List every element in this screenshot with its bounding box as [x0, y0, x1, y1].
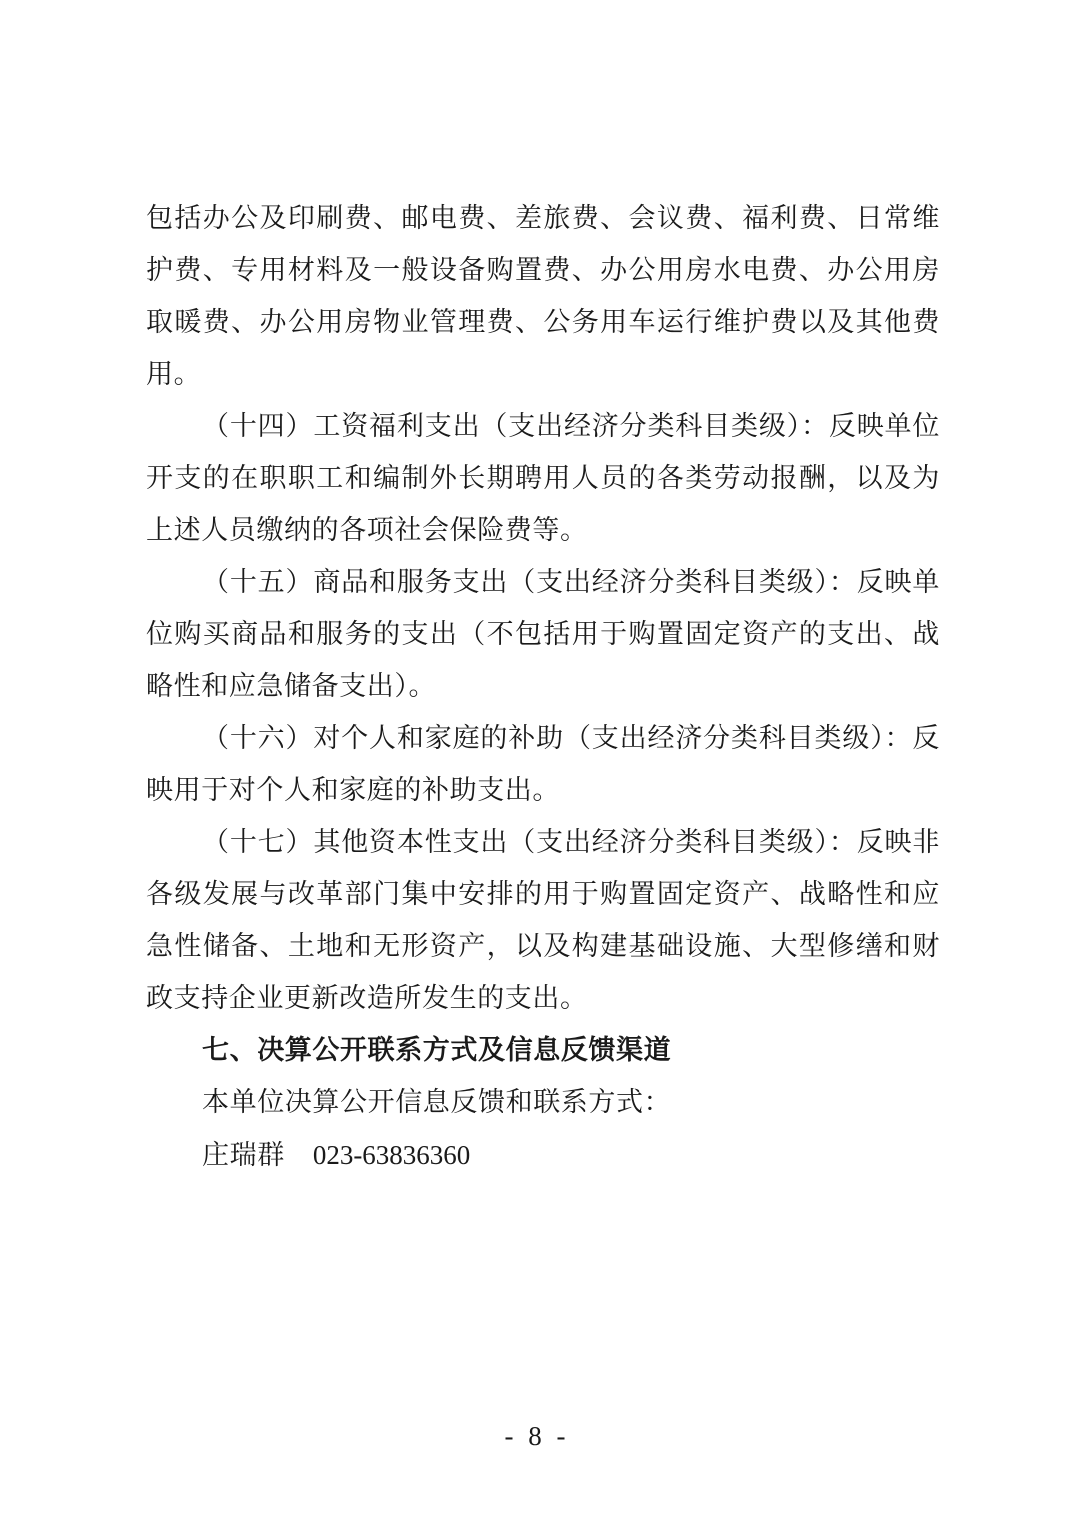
- page-number: - 8 -: [504, 1421, 570, 1451]
- paragraph-other-capital: （十七）其他资本性支出（支出经济分类科目类级）：反映非各级发展与改革部门集中安排的用于购置固定资产、战略性和应急性储备、土地和无形资产，以及构建基础设施、大型修缮和财政支持企业更新改造所发生的支出。: [146, 827, 940, 1014]
- document-body: [146, 193, 940, 1182]
- paragraph-individual-family-subsidy: （十六）对个人和家庭的补助（支出经济分类科目类级）：反映用于对个人和家庭的补助支出。: [146, 723, 940, 806]
- contact-info: [146, 1129, 940, 1182]
- contact-intro: 本单位决算公开信息反馈和联系方式：: [202, 1087, 672, 1118]
- contact-phone: 023-63836360: [312, 1140, 471, 1170]
- contact-name: 庄瑞群: [202, 1140, 285, 1171]
- section-heading-contact: 七、决算公开联系方式及信息反馈渠道: [202, 1035, 672, 1066]
- paragraph-salary-welfare: （十四）工资福利支出（支出经济分类科目类级）：反映单位开支的在职职工和编制外长期聘用人员的各类劳动报酬，以及为上述人员缴纳的各项社会保险费等。: [146, 411, 940, 546]
- paragraph-goods-services: （十五）商品和服务支出（支出经济分类科目类级）：反映单位购买商品和服务的支出（不包括用于购置固定资产的支出、战略性和应急储备支出）。: [146, 567, 940, 702]
- paragraph-office-expenses: 包括办公及印刷费、邮电费、差旅费、会议费、福利费、日常维护费、专用材料及一般设备购置费、办公用房水电费、办公用房取暖费、办公用房物业管理费、公务用车运行维护费以及其他费用。: [146, 203, 940, 390]
